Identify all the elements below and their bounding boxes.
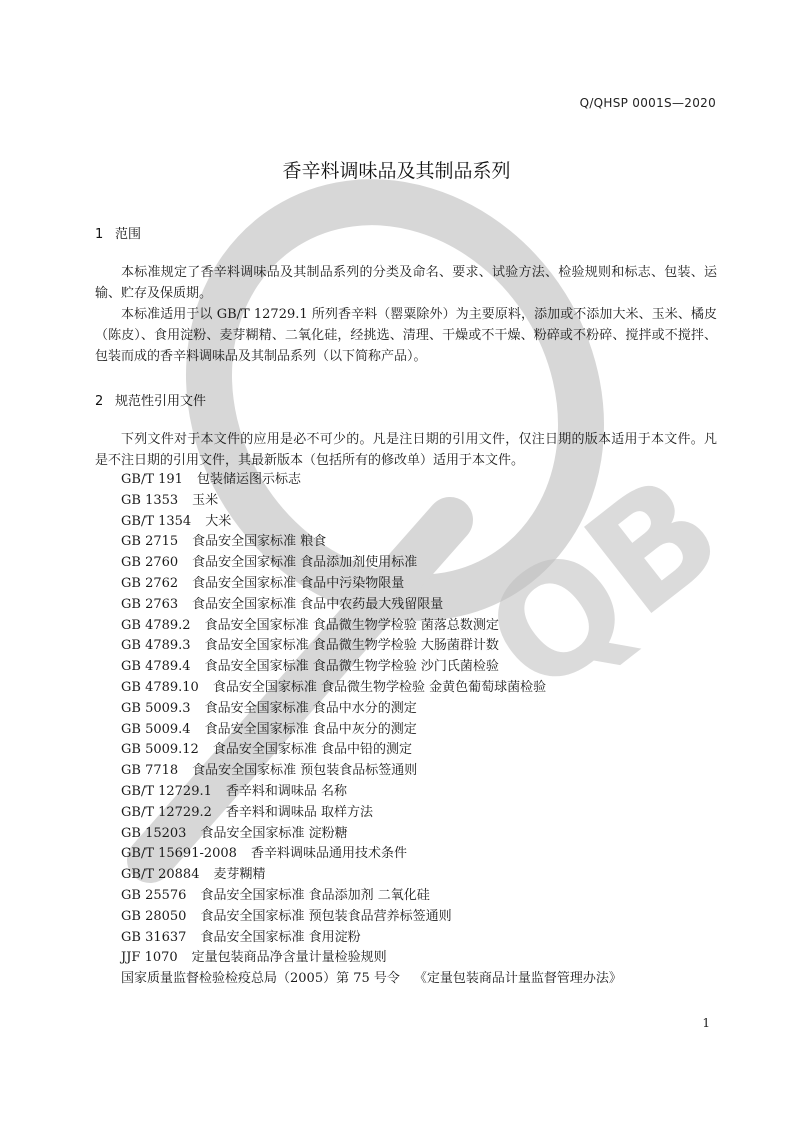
reference-code: GB 5009.4 xyxy=(121,721,191,737)
reference-code: GB 1353 xyxy=(121,492,179,508)
reference-title: 食品安全国家标准 预包装食品标签通则 xyxy=(192,763,418,779)
reference-code: 国家质量监督检验检疫总局（2005）第 75 号令 xyxy=(121,971,400,987)
section-title: 规范性引用文件 xyxy=(115,394,207,409)
reference-title: 食品安全国家标准 食品添加剂 二氧化硅 xyxy=(200,887,430,903)
reference-code: GB 4789.3 xyxy=(121,638,191,654)
reference-item xyxy=(121,907,622,928)
reference-code: JJF 1070 xyxy=(121,950,178,966)
reference-item xyxy=(121,761,622,782)
reference-title: 食品安全国家标准 食品中污染物限量 xyxy=(192,575,405,591)
reference-title: 香辛料和调味品 名称 xyxy=(225,783,348,799)
reference-title: 食品安全国家标准 食品中铅的测定 xyxy=(212,742,412,758)
section-number: 1 xyxy=(95,227,104,242)
reference-title: 食品安全国家标准 食品中农药最大残留限量 xyxy=(192,596,444,612)
reference-title: 食品安全国家标准 食品微生物学检验 菌落总数测定 xyxy=(204,617,499,633)
reference-item xyxy=(121,553,622,574)
reference-code: GB/T 12729.2 xyxy=(121,804,212,820)
reference-code: GB 2763 xyxy=(121,596,179,612)
reference-list xyxy=(121,470,622,990)
reference-item xyxy=(121,699,622,720)
reference-code: GB 5009.12 xyxy=(121,742,199,758)
reference-code: GB 4789.10 xyxy=(121,679,199,695)
reference-code: GB 5009.3 xyxy=(121,700,191,716)
reference-title: 食品安全国家标准 食品微生物学检验 大肠菌群计数 xyxy=(204,638,499,654)
reference-code: GB/T 1354 xyxy=(121,513,192,529)
reference-code: GB 31637 xyxy=(121,929,187,945)
reference-title: 香辛料和调味品 取样方法 xyxy=(225,804,374,820)
document-title: 香辛料调味品及其制品系列 xyxy=(282,160,511,182)
reference-title: 包装储运图示标志 xyxy=(196,472,301,487)
reference-code: GB 7718 xyxy=(121,763,179,779)
reference-code: GB/T 15691-2008 xyxy=(121,846,237,862)
reference-code: GB/T 191 xyxy=(121,472,183,487)
reference-item xyxy=(121,678,622,699)
standard-code: Q/QHSP 0001S—2020 xyxy=(579,96,716,110)
reference-title: 《定量包装商品计量监督管理办法》 xyxy=(413,971,622,987)
reference-item xyxy=(121,512,622,533)
reference-item xyxy=(121,491,622,512)
section-2-heading xyxy=(95,390,206,409)
watermark-text: QB xyxy=(455,442,753,729)
reference-item xyxy=(121,470,622,491)
reference-item xyxy=(121,657,622,678)
page-number: 1 xyxy=(702,1016,710,1030)
reference-title: 食品安全国家标准 食品中灰分的测定 xyxy=(204,721,417,737)
section-1-paragraph: 本标准规定了香辛料调味品及其制品系列的分类及命名、要求、试验方法、检验规则和标志、包装、运输、贮存及保质期。 xyxy=(95,265,717,301)
section-2-intro: 下列文件对于本文件的应用是必不可少的。凡是注日期的引用文件，仅注日期的版本适用于本文件。凡是不注日期的引用文件，其最新版本（包括所有的修改单）适用于本文件。 xyxy=(95,432,717,468)
reference-item xyxy=(121,948,622,969)
reference-code: GB 2715 xyxy=(121,534,179,550)
reference-item xyxy=(121,595,622,616)
section-number: 2 xyxy=(95,394,104,409)
reference-title: 食品安全国家标准 预包装食品营养标签通则 xyxy=(200,908,452,924)
reference-item xyxy=(121,865,622,886)
reference-title: 食品安全国家标准 食品添加剂使用标准 xyxy=(192,555,418,571)
reference-title: 定量包装商品净含量计量检验规则 xyxy=(191,950,387,966)
reference-item xyxy=(121,740,622,761)
reference-code: GB 28050 xyxy=(121,908,187,924)
reference-code: GB/T 12729.1 xyxy=(121,783,212,799)
reference-item xyxy=(121,616,622,637)
reference-code: GB 4789.2 xyxy=(121,617,191,633)
reference-title: 食品安全国家标准 食品微生物学检验 沙门氏菌检验 xyxy=(204,659,499,675)
reference-code: GB 2760 xyxy=(121,555,179,571)
reference-item xyxy=(121,844,622,865)
reference-title: 麦芽糊精 xyxy=(213,867,266,883)
section-1-heading xyxy=(95,223,141,242)
reference-title: 食品安全国家标准 食用淀粉 xyxy=(200,929,361,945)
reference-item xyxy=(121,969,622,990)
reference-code: GB 2762 xyxy=(121,575,179,591)
reference-item xyxy=(121,824,622,845)
reference-code: GB 25576 xyxy=(121,887,187,903)
reference-item xyxy=(121,928,622,949)
reference-item xyxy=(121,782,622,803)
reference-title: 食品安全国家标准 淀粉糖 xyxy=(200,825,348,841)
reference-item xyxy=(121,574,622,595)
reference-item xyxy=(121,532,622,553)
reference-item xyxy=(121,720,622,741)
section-title: 范围 xyxy=(115,227,142,242)
reference-title: 香辛料调味品通用技术条件 xyxy=(250,846,407,862)
section-1-paragraph: 本标准适用于以 GB/T 12729.1 所列香辛料（罂粟除外）为主要原料，添加或不添加大米、玉米、橘皮（陈皮）、食用淀粉、麦芽糊精、二氧化硅，经挑选、清理、干燥或不干燥、粉碎或不粉碎、搅拌或不搅拌、包装而成的香辛料调味品及其制品系列（以下简称产品）。 xyxy=(95,307,717,364)
reference-item xyxy=(121,636,622,657)
reference-title: 玉米 xyxy=(192,492,219,508)
reference-item xyxy=(121,886,622,907)
reference-title: 食品安全国家标准 粮食 xyxy=(192,534,327,550)
reference-code: GB/T 20884 xyxy=(121,867,200,883)
reference-code: GB 4789.4 xyxy=(121,659,191,675)
reference-title: 大米 xyxy=(205,513,232,529)
reference-code: GB 15203 xyxy=(121,825,187,841)
reference-item xyxy=(121,803,622,824)
reference-title: 食品安全国家标准 食品微生物学检验 金黄色葡萄球菌检验 xyxy=(212,679,547,695)
reference-title: 食品安全国家标准 食品中水分的测定 xyxy=(204,700,417,716)
